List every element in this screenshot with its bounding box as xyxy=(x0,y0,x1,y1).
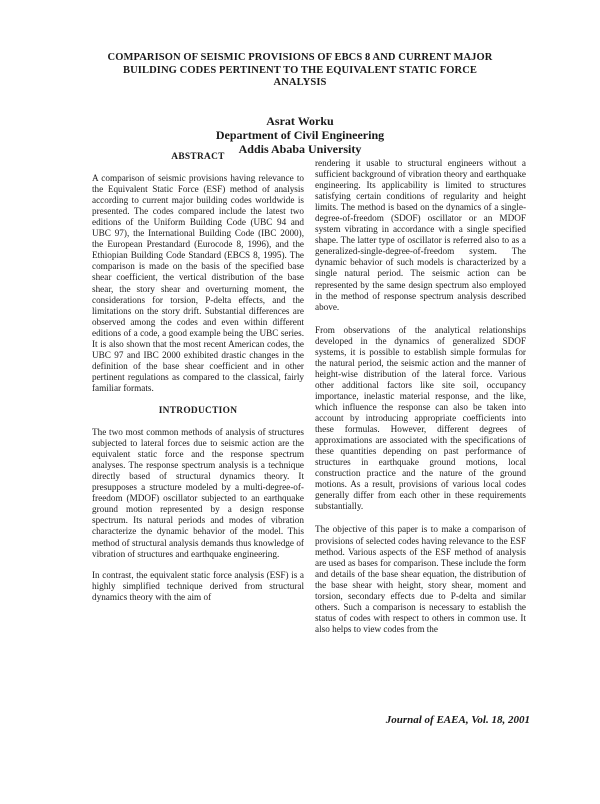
author-institution: Addis Ababa University xyxy=(238,142,362,156)
abstract-heading: ABSTRACT xyxy=(171,152,225,162)
introduction-paragraph: The two most common methods of analysis of structures subjected to lateral forces due to seismic action are the equivalent static force and the response spectrum analyses. The response spectrum analysis is a technique directly based of structural dynamics theory. It presupposes a structure modeled by a multi-degree-of-freedom (MDOF) oscillator subjected to an earthquake ground motion represented by a design response spectrum. Its natural periods and modes of vibration characterize the dynamic behavior of the model. This method of structural analysis demands thus knowledge of vibration of structures and earthquake engineering. xyxy=(92,427,304,559)
right-column xyxy=(315,158,526,635)
author-department: Department of Civil Engineering xyxy=(215,128,385,142)
title-line: ANALYSIS xyxy=(273,77,327,88)
author-block xyxy=(150,114,450,156)
title-line: COMPARISON OF SEISMIC PROVISIONS OF EBCS 8 AND CURRENT MAJOR xyxy=(107,52,493,63)
title-line: BUILDING CODES PERTINENT TO THE EQUIVALENT STATIC FORCE xyxy=(123,64,477,76)
body-paragraph: From observations of the analytical relationships developed in the dynamics of generalized SDOF systems, it is possible to establish simple formulas for the natural period, the seismic action and the manner of height-wise distribution of the lateral force. Various other additional factors like site soil, occupancy importance, inelastic material response, and the like, which influence the response can also be taken into account by introducing appropriate coefficients into these formulas. However, different degrees of approximations are associated with the specifications of these quantities depending on past performance of structures in earthquake ground motions, local construction practice and the nature of the ground motions. As a result, provisions of various local codes generally differ from each other in these requirements substantially. xyxy=(315,324,526,512)
body-paragraph: The objective of this paper is to make a comparison of provisions of selected codes having relevance to the ESF method. Various aspects of the ESF method of analysis are used as bases for comparison. These include the form and details of the base shear equation, the distribution of the base shear with height, story shear, moment and torsion, secondary effects due to P-delta and similar others. Such a comparison is necessary to establish the status of codes with respect to others in common use. It also helps to view codes from the xyxy=(315,524,526,634)
introduction-heading: INTRODUCTION xyxy=(158,405,238,416)
introduction-paragraph: In contrast, the equivalent static force analysis (ESF) is a highly simplified technique derived from structural dynamics theory with the aim of xyxy=(92,569,304,602)
journal-footer: Journal of EAEA, Vol. 18, 2001 xyxy=(385,714,530,726)
left-column xyxy=(92,152,304,603)
body-paragraph: rendering it usable to structural engineers without a sufficient background of vibration theory and earthquake engineering. Its applicability is limited to structures satisfying certain conditions of regularity and height limits. The method is based on the dynamics of a single-degree-of-freedom (SDOF) oscillator or an MDOF system vibrating in accordance with a single specified shape. The latter type of oscillator is referred also to as a generalized-single-degree-of-freedom system. The dynamic behavior of such models is characterized by a single natural period. The seismic action can be represented by the same design spectrum also employed in the method of response spectrum analysis described above. xyxy=(315,158,526,312)
abstract-text: A comparison of seismic provisions having relevance to the Equivalent Static Force (ESF) method of analysis according to current major building codes worldwide is presented. The codes compared include the latest two editions of the Uniform Building Code (UBC 94 and UBC 97), the International Building Code (IBC 2000), the European Prestandard (Eurocode 8, 1996), and the Ethiopian Building Code Standard (EBCS 8, 1995). The comparison is made on the basis of the specified base shear coefficient, the vertical distribution of the base shear, the story shear and overturning moment, the considerations for torsion, P-delta effects, and the limitations on the story drift. Substantial differences are observed among the codes and even within different editions of a code, a good example being the UBC series. It is also shown that the most recent American codes, the UBC 97 and IBC 2000 exhibited drastic changes in the definition of the base shear coefficient and in other pertinent regulations as compared to the classical, fairly familiar formats. xyxy=(92,173,304,393)
author-name: Asrat Worku xyxy=(266,114,334,128)
paper-title xyxy=(60,52,540,90)
